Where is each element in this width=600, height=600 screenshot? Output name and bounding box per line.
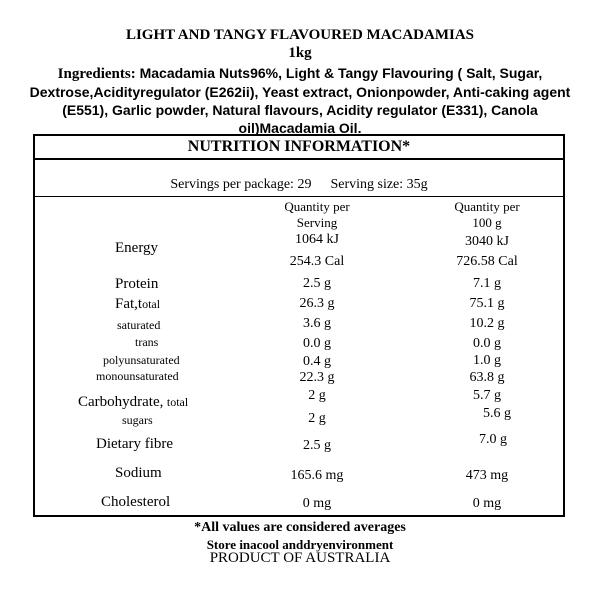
ingredients-block xyxy=(22,64,578,137)
energy-cal-serving: 254.3 Cal xyxy=(289,254,345,269)
fat-trans-label: trans xyxy=(135,335,159,349)
product-weight: 1kg xyxy=(288,45,312,61)
carb-total-label-main: Carbohydrate, xyxy=(78,394,164,410)
servings-line xyxy=(35,177,563,193)
fibre-label: Dietary fibre xyxy=(96,436,174,452)
ingredients-text: Macadamia Nuts96%, Light & Tangy Flavouring ( Salt, Sugar, Dextrose,Acidityregulator (E262ii), Yeast extract, Onionpowder, Anti-caking agent (E551), Garlic powder, Natural flavours, Acidity regulator (E331), Canola oil)Macadamia Oil. xyxy=(29,65,571,136)
energy-kj-100g: 3040 kJ xyxy=(465,234,509,249)
storage-note: Store inacool anddryenvironment xyxy=(206,537,394,552)
nutrition-panel xyxy=(33,134,565,517)
serving-size-value: 35g xyxy=(406,177,428,192)
carb-sugars-serving: 2 g xyxy=(308,411,326,426)
sodium-label: Sodium xyxy=(115,465,162,481)
product-origin: PRODUCT OF AUSTRALIA xyxy=(209,550,391,566)
carb-sugars-label: sugars xyxy=(122,413,153,427)
protein-per100: 7.1 g xyxy=(473,276,501,291)
fat-trans-serving: 0.0 g xyxy=(303,336,331,351)
protein-label: Protein xyxy=(115,276,159,292)
carb-total-per100: 5.7 g xyxy=(473,388,501,403)
fat-total-serving: 26.3 g xyxy=(299,296,335,311)
fat-total-per100: 75.1 g xyxy=(469,296,505,311)
product-title: LIGHT AND TANGY FLAVOURED MACADAMIAS xyxy=(125,27,475,43)
fat-poly-per100: 1.0 g xyxy=(473,353,501,368)
col2-header-line1: Quantity per xyxy=(454,199,520,214)
cholesterol-per100: 0 mg xyxy=(472,496,502,511)
sodium-per100: 473 mg xyxy=(465,468,509,483)
col2-header-line2: 100 g xyxy=(472,215,502,230)
carb-total-label xyxy=(78,394,188,411)
cholesterol-serving: 0 mg xyxy=(302,496,332,511)
fat-total-label-main: Fat,t xyxy=(115,296,143,312)
fat-mono-serving: 22.3 g xyxy=(299,370,335,385)
fat-mono-label: monounsaturated xyxy=(96,369,179,383)
fat-saturated-label: saturated xyxy=(117,318,161,332)
servings-per-package-value: 29 xyxy=(297,177,312,192)
col1-header-line1: Quantity per xyxy=(284,199,350,214)
carb-sugars-per100: 5.6 g xyxy=(483,406,511,421)
ingredients-label: Ingredients: xyxy=(57,66,136,82)
averages-note: *All values are considered averages xyxy=(194,520,406,535)
fat-total-label-sub: otal xyxy=(142,297,161,311)
fat-mono-per100: 63.8 g xyxy=(469,370,505,385)
carb-total-serving: 2 g xyxy=(308,388,326,403)
serving-size-label: Serving size: xyxy=(330,177,404,192)
fat-saturated-serving: 3.6 g xyxy=(303,316,331,331)
fat-saturated-per100: 10.2 g xyxy=(469,316,505,331)
nutrition-title: NUTRITION INFORMATION* xyxy=(187,138,411,155)
energy-cal-100g: 726.58 Cal xyxy=(456,254,518,269)
cholesterol-label: Cholesterol xyxy=(101,494,171,510)
energy-kj-serving: 1064 kJ xyxy=(295,232,339,247)
fibre-serving: 2.5 g xyxy=(303,438,331,453)
fat-total-label xyxy=(115,296,160,313)
fibre-per100: 7.0 g xyxy=(479,432,507,447)
protein-serving: 2.5 g xyxy=(303,276,331,291)
carb-total-label-sub: total xyxy=(166,395,189,409)
fat-poly-serving: 0.4 g xyxy=(303,354,331,369)
sodium-serving: 165.6 mg xyxy=(290,468,344,483)
servings-per-package-label: Servings per package: xyxy=(170,177,294,192)
energy-label: Energy xyxy=(115,240,159,256)
fat-poly-label: polyunsaturated xyxy=(103,353,180,367)
fat-trans-per100: 0.0 g xyxy=(473,336,501,351)
servings-divider xyxy=(35,196,563,197)
title-divider xyxy=(35,158,563,160)
col1-header-line2: Serving xyxy=(296,215,338,230)
